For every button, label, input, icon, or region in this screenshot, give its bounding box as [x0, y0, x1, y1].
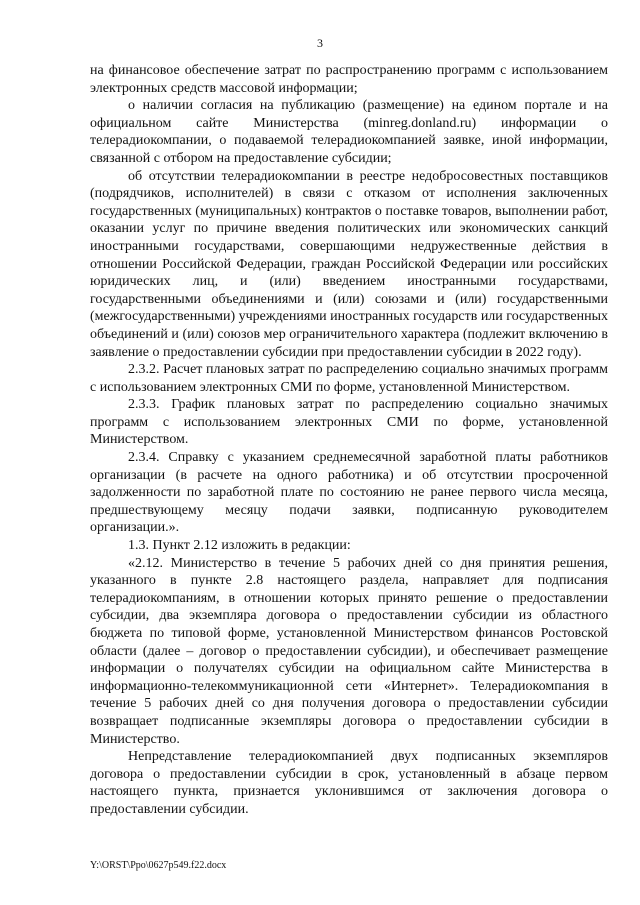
document-body — [90, 62, 608, 819]
paragraph-consent-publication: о наличии согласия на публикацию (размещение) на едином портале и на официальном сайте Министерства (minreg.donland.ru) информации о телерадиокомпании, о подаваемой телерадиокомпанией заявке, иной информации, связанной с отбором на предоставление субсидии; — [90, 98, 608, 166]
paragraph-financing: на финансовое обеспечение затрат по распространению программ с использованием электронных средств массовой информации; — [90, 63, 608, 96]
paragraph-2-3-2: 2.3.2. Расчет плановых затрат по распределению социально значимых программ с использованием электронных СМИ по форме, установленной Министерством. — [90, 362, 608, 395]
paragraph-1-3: 1.3. Пункт 2.12 изложить в редакции: — [128, 538, 351, 554]
paragraph-non-submission: Непредставление телерадиокомпанией двух подписанных экземпляров договора о предоставлении субсидии в срок, установленный в абзаце первом настоящего пункта, признается уклонившимся от заключения договора о предоставлении субсидии. — [90, 749, 608, 817]
paragraph-2-3-3: 2.3.3. График плановых затрат по распределению социально значимых программ с использованием электронных СМИ по форме, установленной Министерством. — [90, 397, 608, 448]
paragraph-2-3-4: 2.3.4. Справку с указанием среднемесячной заработной платы работников организации (в расчете на одного работника) и об отсутствии просроченной задолженности по заработной плате по состоянию не ранее первого числа месяца, предшествующему месяцу подачи заявки, подписанную руководителем организации.». — [90, 450, 608, 536]
paragraph-unscrupulous-suppliers: об отсутствии телерадиокомпании в реестре недобросовестных поставщиков (подрядчиков, исполнителей) в связи с отказом от исполнения заключенных государственных (муниципальных) контрактов о поставке товаров, выполнении работ, оказании услуг по причине введения политических или экономических санкций иностранными государствами, совершающими недружественные действия в отношении Российской Федерации, граждан Российской Федерации или российских юридических лиц, и (или) введением иностранными государствами, государственными объединениями и (или) союзами и (или) государственными (межгосударственными) учреждениями иностранных государств или государственных объединений и (или) союзов мер ограничительного характера (подлежит включению в заявление о предоставлении субсидии при предоставлении субсидии в 2022 году). — [90, 168, 608, 360]
paragraph-2-12: «2.12. Министерство в течение 5 рабочих дней со дня принятия решения, указанного в пункте 2.8 настоящего раздела, направляет для подписания телерадиокомпаниям, в отношении которых принято решение о предоставлении субсидии, два экземпляра договора о предоставлении субсидии из областного бюджета по типовой форме, установленной Министерством финансов Ростовской области (далее – договор о предоставлении субсидии), и обеспечивает размещение информации о получателях субсидии на официальном сайте Министерства в информационно-телекоммуникационной сети «Интернет». Телерадиокомпания в течение 5 рабочих дней со дня получения договора о предоставлении субсидии возвращает подписанные экземпляры договора о предоставлении субсидии в Министерство. — [90, 555, 608, 747]
footer-file-path: Y:\ORST\Ppo\0627p549.f22.docx — [90, 860, 227, 871]
page-number: 3 — [317, 36, 323, 50]
